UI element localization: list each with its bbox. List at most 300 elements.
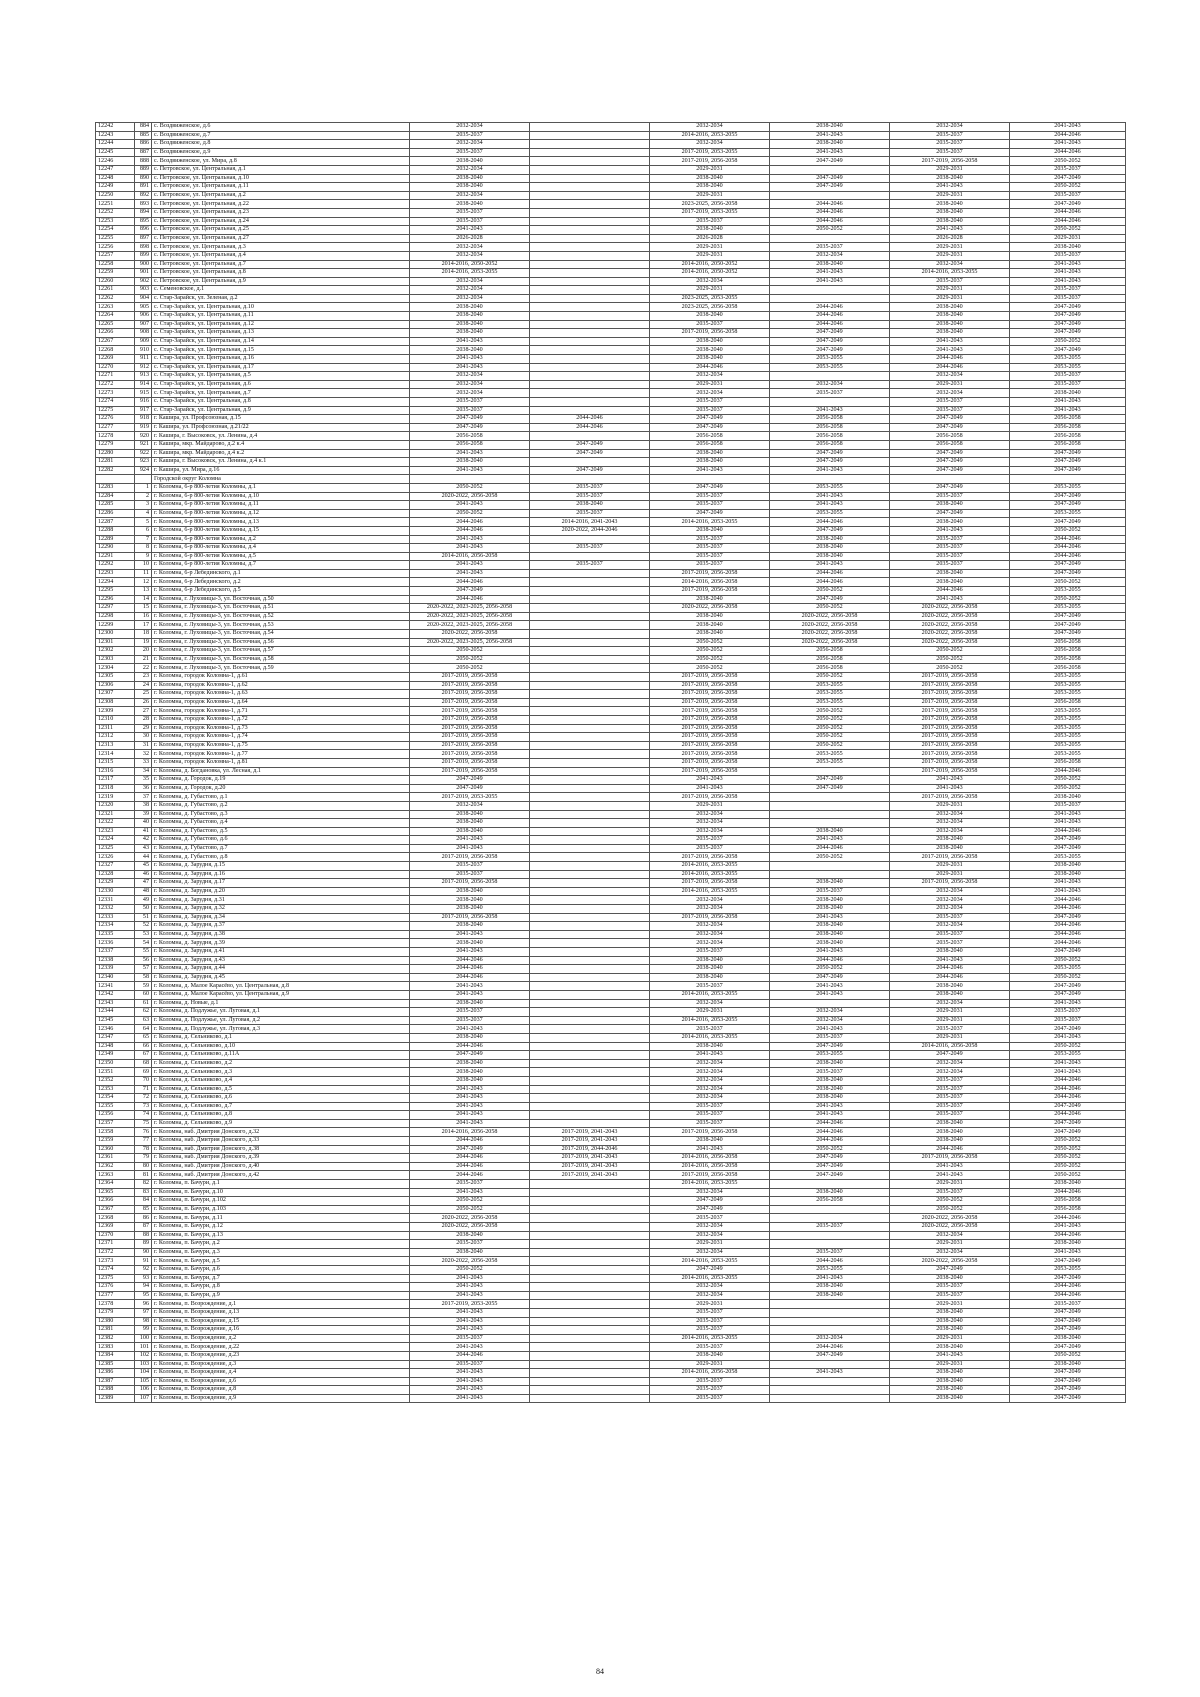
table-cell: 2017-2019, 2041-2043 [530, 1128, 650, 1137]
table-cell: 2020-2022, 2056-2058 [410, 492, 530, 501]
table-cell: 2044-2046 [1010, 827, 1126, 836]
table-cell: 4 [135, 509, 152, 518]
table-cell: 2056-2058 [770, 655, 890, 664]
table-cell: 2035-2037 [650, 1394, 770, 1403]
table-cell: 2041-2043 [410, 337, 530, 346]
table-cell: 2035-2037 [770, 243, 890, 252]
table-cell: 2047-2049 [530, 449, 650, 458]
table-cell: 2047-2049 [650, 415, 770, 424]
table-cell: 2038-2040 [770, 1085, 890, 1094]
table-cell: 12264 [96, 312, 135, 321]
table-cell: г. Коломна, п. Бачури, д.12 [152, 1223, 410, 1232]
table-cell [770, 294, 890, 303]
table-cell: 2050-2052 [770, 715, 890, 724]
table-cell: 2056-2058 [1010, 758, 1126, 767]
table-cell: 2050-2052 [410, 1197, 530, 1206]
table-cell: 2032-2034 [650, 939, 770, 948]
register-table-container [95, 122, 1095, 1403]
table-row [96, 1377, 1126, 1386]
table-cell: 55 [135, 948, 152, 957]
table-cell: 2053-2055 [770, 509, 890, 518]
table-cell: 2047-2049 [890, 483, 1010, 492]
table-cell: 12369 [96, 1223, 135, 1232]
table-cell: 61 [135, 999, 152, 1008]
table-cell: 12254 [96, 226, 135, 235]
table-cell: 49 [135, 896, 152, 905]
table-cell: 2017-2019, 2056-2058 [650, 733, 770, 742]
table-cell: 2053-2055 [1010, 715, 1126, 724]
table-cell: 2041-2043 [410, 1188, 530, 1197]
table-cell: 2017-2019, 2056-2058 [650, 793, 770, 802]
table-cell: 45 [135, 862, 152, 871]
table-cell: г. Коломна, 6-р 800-летия Коломны, д.13 [152, 518, 410, 527]
table-cell: г. Коломна, д. Сельниково, д.8 [152, 1111, 410, 1120]
table-cell: 2032-2034 [650, 905, 770, 914]
table-cell: 2041-2043 [770, 1111, 890, 1120]
table-cell: г. Коломна, д. Сельниково, д.4 [152, 1076, 410, 1085]
table-cell [530, 836, 650, 845]
table-cell: 2017-2019, 2056-2058 [410, 733, 530, 742]
table-cell: 2041-2043 [770, 948, 890, 957]
table-cell [530, 1291, 650, 1300]
table-cell: 12326 [96, 853, 135, 862]
table-cell: 2038-2040 [890, 578, 1010, 587]
table-cell [530, 1360, 650, 1369]
table-cell: 2017-2019, 2041-2043 [530, 1154, 650, 1163]
table-cell: 2047-2049 [770, 449, 890, 458]
table-cell: 2014-2016, 2053-2055 [650, 887, 770, 896]
table-cell: 2041-2043 [410, 982, 530, 991]
table-cell: 2032-2034 [650, 1291, 770, 1300]
table-cell: 2035-2037 [770, 1033, 890, 1042]
table-cell [530, 475, 650, 484]
table-cell [530, 724, 650, 733]
table-cell: г. Коломна, д. Зарудня, д.34 [152, 913, 410, 922]
table-row [96, 578, 1126, 587]
table-cell: 12255 [96, 234, 135, 243]
table-cell: г. Коломна, д. Зарудня, д.31 [152, 896, 410, 905]
table-cell: 2056-2058 [650, 440, 770, 449]
table-cell: 2017-2019, 2056-2058 [890, 853, 1010, 862]
table-cell: г. Коломна, 6-р Лебединского, д.2 [152, 578, 410, 587]
table-cell: 2014-2016, 2056-2058 [890, 1042, 1010, 1051]
table-cell: 2053-2055 [1010, 853, 1126, 862]
table-row [96, 1197, 1126, 1206]
table-cell: 2050-2052 [1010, 1154, 1126, 1163]
table-cell: 43 [135, 844, 152, 853]
table-cell: 2038-2040 [410, 1248, 530, 1257]
table-cell: 2032-2034 [890, 389, 1010, 398]
table-cell: 12247 [96, 165, 135, 174]
table-cell: 78 [135, 1145, 152, 1154]
table-cell [770, 475, 890, 484]
table-cell: 12298 [96, 612, 135, 621]
table-cell: 12284 [96, 492, 135, 501]
table-cell: 12283 [96, 483, 135, 492]
table-cell: 919 [135, 423, 152, 432]
table-cell: 2035-2037 [1010, 1016, 1126, 1025]
table-cell: г. Коломна, д. Губастово, д.6 [152, 836, 410, 845]
table-cell: 12260 [96, 277, 135, 286]
table-cell: 2056-2058 [410, 440, 530, 449]
table-cell: 2044-2046 [410, 956, 530, 965]
table-cell: 12302 [96, 647, 135, 656]
table-cell: 2035-2037 [890, 1283, 1010, 1292]
table-row [96, 879, 1126, 888]
table-cell: 2047-2049 [1010, 982, 1126, 991]
table-cell: г. Коломна, наб. Дмитрия Донского, д.38 [152, 1145, 410, 1154]
table-cell: 2014-2016, 2050-2052 [410, 260, 530, 269]
table-cell: 2038-2040 [410, 1076, 530, 1085]
table-cell: 2047-2049 [1010, 1386, 1126, 1395]
table-cell: 2032-2034 [650, 389, 770, 398]
table-cell: 2017-2019, 2056-2058 [410, 767, 530, 776]
table-cell: 2035-2037 [650, 501, 770, 510]
table-row [96, 1119, 1126, 1128]
table-cell [530, 638, 650, 647]
table-row [96, 1137, 1126, 1146]
table-cell: 2032-2034 [650, 827, 770, 836]
table-cell: 2038-2040 [890, 1369, 1010, 1378]
table-cell: 77 [135, 1137, 152, 1146]
table-cell: 2044-2046 [890, 587, 1010, 596]
table-cell: 2050-2052 [770, 853, 890, 862]
table-cell [530, 621, 650, 630]
table-cell [530, 630, 650, 639]
table-cell: 2044-2046 [1010, 148, 1126, 157]
table-cell: г. Коломна, наб. Дмитрия Донского, д.32 [152, 1128, 410, 1137]
table-cell: 12381 [96, 1326, 135, 1335]
table-cell: с. Петровское, ул. Центральная, д.9 [152, 277, 410, 286]
table-cell: 2053-2055 [770, 698, 890, 707]
table-cell: 2014-2016, 2053-2055 [650, 1257, 770, 1266]
table-cell: 2041-2043 [410, 1274, 530, 1283]
table-cell: 12342 [96, 990, 135, 999]
table-cell: 2038-2040 [770, 123, 890, 132]
table-cell: 2020-2022, 2056-2058 [890, 638, 1010, 647]
table-cell: 2047-2049 [770, 1162, 890, 1171]
table-row [96, 226, 1126, 235]
table-cell: 2047-2049 [770, 526, 890, 535]
table-cell [530, 750, 650, 759]
table-cell: 2044-2046 [1010, 939, 1126, 948]
table-cell: 899 [135, 251, 152, 260]
table-cell: г. Коломна, городок Коломна-1, д.75 [152, 741, 410, 750]
table-cell: 2044-2046 [410, 518, 530, 527]
table-cell [530, 1265, 650, 1274]
table-cell: 6 [135, 526, 152, 535]
table-cell: 898 [135, 243, 152, 252]
table-cell: 2038-2040 [1010, 870, 1126, 879]
table-cell: 12386 [96, 1369, 135, 1378]
table-cell: 2038-2040 [650, 355, 770, 364]
table-cell: 2035-2037 [410, 398, 530, 407]
table-cell [530, 707, 650, 716]
table-cell: 12268 [96, 346, 135, 355]
table-cell: г. Коломна, д. Зарудня, д.37 [152, 922, 410, 931]
table-cell: 19 [135, 638, 152, 647]
table-cell: 886 [135, 140, 152, 149]
table-cell: 12263 [96, 303, 135, 312]
table-cell: 2038-2040 [770, 544, 890, 553]
table-cell: 2017-2019, 2056-2058 [650, 329, 770, 338]
table-row [96, 1231, 1126, 1240]
table-cell: 2032-2034 [890, 372, 1010, 381]
table-cell: 913 [135, 372, 152, 381]
table-row [96, 870, 1126, 879]
table-cell: г. Коломна, д. Городок, д.20 [152, 784, 410, 793]
table-cell: 2038-2040 [890, 1386, 1010, 1395]
table-cell: 2020-2022, 2056-2058 [770, 638, 890, 647]
table-cell: 2017-2019, 2056-2058 [410, 750, 530, 759]
table-cell: с. Стар-Зарайск, ул. Центральная, д.10 [152, 303, 410, 312]
table-cell: 2038-2040 [410, 329, 530, 338]
table-cell [530, 140, 650, 149]
table-cell: г. Коломна, городок Коломна-1, д.61 [152, 673, 410, 682]
table-cell: 2029-2031 [890, 1300, 1010, 1309]
table-cell [530, 647, 650, 656]
table-cell: 2041-2043 [410, 1094, 530, 1103]
table-cell: 2029-2031 [890, 1360, 1010, 1369]
table-cell: г. Коломна, д. Зарудня, д.45 [152, 973, 410, 982]
table-cell: г. Кашира, г. Высоковск, ул. Ленина, д.4 к.1 [152, 458, 410, 467]
table-cell: 2017-2019, 2056-2058 [650, 673, 770, 682]
table-cell [530, 1223, 650, 1232]
table-cell [530, 595, 650, 604]
table-cell: 2035-2037 [890, 1094, 1010, 1103]
table-cell: 2050-2052 [410, 655, 530, 664]
table-cell: 2020-2022, 2056-2058 [890, 1257, 1010, 1266]
table-cell: 2017-2019, 2041-2043 [530, 1137, 650, 1146]
table-cell: 912 [135, 363, 152, 372]
table-cell [530, 174, 650, 183]
table-cell: 2050-2052 [770, 707, 890, 716]
table-cell: 2032-2034 [890, 1231, 1010, 1240]
table-cell: 33 [135, 758, 152, 767]
table-cell: 2044-2046 [770, 1119, 890, 1128]
table-cell: 2041-2043 [1010, 810, 1126, 819]
table-cell: 2017-2019, 2056-2058 [410, 741, 530, 750]
table-cell: с. Стар-Зарайск, ул. Центральная, д.14 [152, 337, 410, 346]
table-row [96, 174, 1126, 183]
table-cell: 2032-2034 [650, 123, 770, 132]
table-cell: 2032-2034 [650, 140, 770, 149]
table-cell: 2044-2046 [1010, 1111, 1126, 1120]
table-row [96, 561, 1126, 570]
table-cell: 2029-2031 [890, 294, 1010, 303]
table-cell [530, 1326, 650, 1335]
table-cell: 2017-2019, 2056-2058 [890, 793, 1010, 802]
table-cell: г. Коломна, 6-р 800-летия Коломны, д.7 [152, 561, 410, 570]
table-cell: 12259 [96, 269, 135, 278]
table-cell: 12252 [96, 208, 135, 217]
table-cell: с. Петровское, ул. Центральная, д.10 [152, 174, 410, 183]
table-cell: 2038-2040 [890, 320, 1010, 329]
table-cell [530, 1334, 650, 1343]
table-cell: 2047-2049 [1010, 329, 1126, 338]
table-cell: 73 [135, 1102, 152, 1111]
table-cell: 2053-2055 [1010, 587, 1126, 596]
table-cell: 2038-2040 [770, 896, 890, 905]
table-cell: 2047-2049 [1010, 1343, 1126, 1352]
table-cell: 2038-2040 [890, 569, 1010, 578]
table-cell: 2020-2022, 2056-2058 [770, 612, 890, 621]
table-cell: 2035-2037 [650, 398, 770, 407]
table-cell: 2044-2046 [530, 415, 650, 424]
table-cell: 2038-2040 [410, 303, 530, 312]
table-cell [530, 741, 650, 750]
table-cell: 2017-2019, 2056-2058 [650, 715, 770, 724]
table-cell: 2047-2049 [1010, 569, 1126, 578]
table-cell: 12355 [96, 1102, 135, 1111]
table-cell [770, 1180, 890, 1189]
table-cell: 2035-2037 [410, 217, 530, 226]
table-cell [770, 1231, 890, 1240]
table-cell [530, 793, 650, 802]
table-cell: 12351 [96, 1068, 135, 1077]
table-cell: 2053-2055 [770, 750, 890, 759]
table-cell [770, 870, 890, 879]
table-cell: 31 [135, 741, 152, 750]
table-cell: 910 [135, 346, 152, 355]
table-row [96, 1154, 1126, 1163]
table-cell: 2056-2058 [1010, 698, 1126, 707]
table-cell: 2041-2043 [410, 501, 530, 510]
table-cell: 2047-2049 [1010, 990, 1126, 999]
table-cell: г. Коломна, п. Бачури, д.1 [152, 1180, 410, 1189]
table-cell: 2041-2043 [1010, 398, 1126, 407]
table-cell: 2032-2034 [650, 1068, 770, 1077]
table-cell: 72 [135, 1094, 152, 1103]
table-cell: 2017-2019, 2056-2058 [650, 758, 770, 767]
table-cell: 2044-2046 [770, 578, 890, 587]
table-cell: г. Коломна, наб. Дмитрия Донского, д.40 [152, 1162, 410, 1171]
table-cell: 2038-2040 [890, 844, 1010, 853]
table-cell: 2044-2046 [410, 1042, 530, 1051]
table-cell [650, 475, 770, 484]
table-cell: 2038-2040 [770, 1059, 890, 1068]
table-cell: 2041-2043 [410, 535, 530, 544]
table-cell: 12335 [96, 930, 135, 939]
table-cell: 2047-2049 [770, 776, 890, 785]
table-cell: 2047-2049 [1010, 612, 1126, 621]
table-row [96, 707, 1126, 716]
table-cell: 2038-2040 [650, 183, 770, 192]
table-cell [530, 1068, 650, 1077]
table-cell: 2050-2052 [1010, 183, 1126, 192]
table-cell: 2029-2031 [890, 286, 1010, 295]
table-cell: 2017-2019, 2056-2058 [410, 673, 530, 682]
table-cell: 2017-2019, 2056-2058 [890, 715, 1010, 724]
table-row [96, 535, 1126, 544]
table-cell: г. Кашира, мкр. Майдарово, д.4 к.2 [152, 449, 410, 458]
table-row [96, 1102, 1126, 1111]
table-row [96, 389, 1126, 398]
table-cell: г. Коломна, п. Бачури, д.102 [152, 1197, 410, 1206]
table-cell: 2023-2025, 2056-2058 [650, 303, 770, 312]
table-cell: 2017-2019, 2056-2058 [890, 157, 1010, 166]
table-cell: 84 [135, 1197, 152, 1206]
table-cell: 2029-2031 [890, 165, 1010, 174]
table-cell: 888 [135, 157, 152, 166]
table-cell: 81 [135, 1171, 152, 1180]
table-row [96, 1386, 1126, 1395]
table-cell [530, 1386, 650, 1395]
table-cell: 2044-2046 [770, 312, 890, 321]
table-cell: 2050-2052 [1010, 226, 1126, 235]
table-cell: 57 [135, 965, 152, 974]
table-cell: 12330 [96, 887, 135, 896]
table-cell: 2053-2055 [770, 758, 890, 767]
table-cell: 2047-2049 [890, 449, 1010, 458]
table-cell: г. Коломна, п. Возрождение, д.1 [152, 1300, 410, 1309]
table-cell: 2038-2040 [410, 905, 530, 914]
table-cell: с. Воздвиженское, д.9 [152, 148, 410, 157]
table-cell: 2047-2049 [890, 466, 1010, 475]
table-cell [530, 715, 650, 724]
table-cell: 7 [135, 535, 152, 544]
table-cell [530, 604, 650, 613]
table-cell: 2044-2046 [410, 1162, 530, 1171]
table-cell: г. Коломна, городок Коломна-1, д.74 [152, 733, 410, 742]
table-cell: 2047-2049 [770, 337, 890, 346]
table-cell: 12389 [96, 1394, 135, 1403]
table-cell: 2038-2040 [650, 973, 770, 982]
table-cell: 2056-2058 [770, 415, 890, 424]
table-cell: 76 [135, 1128, 152, 1137]
table-cell: г. Коломна, 6-р 800-летия Коломны, д.5 [152, 552, 410, 561]
table-cell: 2038-2040 [770, 140, 890, 149]
table-cell: 2044-2046 [770, 844, 890, 853]
table-cell: 2038-2040 [650, 1042, 770, 1051]
table-cell: 2044-2046 [1010, 552, 1126, 561]
table-cell: с. Стар-Зарайск, ул. Центральная, д.7 [152, 389, 410, 398]
table-cell: с. Стар-Зарайск, ул. Центральная, д.17 [152, 363, 410, 372]
table-cell: 2041-2043 [770, 913, 890, 922]
table-cell: 917 [135, 406, 152, 415]
table-row [96, 1188, 1126, 1197]
table-cell: 2056-2058 [890, 432, 1010, 441]
table-cell: 900 [135, 260, 152, 269]
table-cell: 2017-2019, 2056-2058 [650, 698, 770, 707]
table-cell: 2050-2052 [890, 647, 1010, 656]
table-cell [770, 1326, 890, 1335]
table-cell: 2047-2049 [770, 1351, 890, 1360]
table-cell: с. Стар-Зарайск, ул. Центральная, д.9 [152, 406, 410, 415]
table-cell: 2044-2046 [410, 1351, 530, 1360]
table-cell [530, 1059, 650, 1068]
table-cell: г. Коломна, д. Подлужье, ул. Луговая, д.1 [152, 1008, 410, 1017]
table-cell: 2047-2049 [770, 329, 890, 338]
table-cell: 12274 [96, 398, 135, 407]
table-cell [530, 1008, 650, 1017]
table-cell: 2038-2040 [410, 810, 530, 819]
table-cell: 12323 [96, 827, 135, 836]
table-cell: 2017-2019, 2056-2058 [650, 707, 770, 716]
table-row [96, 655, 1126, 664]
table-cell [530, 784, 650, 793]
table-cell [530, 1257, 650, 1266]
table-cell: с. Стар-Зарайск, ул. Центральная, д.15 [152, 346, 410, 355]
table-cell: 12337 [96, 948, 135, 957]
table-cell [530, 157, 650, 166]
table-cell: 2038-2040 [890, 948, 1010, 957]
table-cell: 29 [135, 724, 152, 733]
table-cell: 2035-2037 [650, 1102, 770, 1111]
table-cell: 2032-2034 [770, 1008, 890, 1017]
table-cell: 12349 [96, 1051, 135, 1060]
table-cell [530, 1377, 650, 1386]
